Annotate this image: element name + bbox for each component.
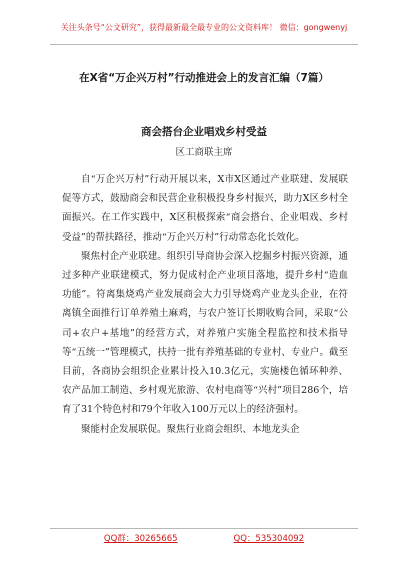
footer-divider <box>50 528 358 529</box>
footer-qq-group: QQ群：30265665 <box>103 534 178 544</box>
author-line: 区工商联主席 <box>175 147 233 158</box>
header-divider <box>50 44 358 45</box>
section-title: 商会搭台企业唱戏乡村受益 <box>141 126 267 138</box>
paragraph-1: 自“万企兴万村”行动开展以来，X市X区通过产业联建、发展联促等方式，鼓励商会和民营企业积极投身乡村振兴，助力X区乡村全面振兴。在工作实践中，X区积极探索“商会搭台、企业唱戏、乡村受益”的帮扶路径，推动“万企兴万村”行动常态化长效化。 <box>62 174 348 243</box>
header-banner: 关注头条号“公文研究”，获得最新最全最专业的公文资料库！ 微信：gongwenyj <box>60 23 348 32</box>
footer <box>0 532 408 544</box>
body-text <box>62 170 348 439</box>
paragraph-2: 聚焦村企产业联建。组织引导商协会深入挖掘乡村振兴资源，通过多种产业联建模式，努力促成村企产业项目落地，提升乡村“造血功能”。符离集烧鸡产业发展商会大力引导烧鸡产业龙头企业，在符离镇全面推行订单养殖土麻鸡，与农户签订长期收购合同，采取“公司+农户+基地”的经营方式，对养殖户实施全程监控和技术指导等“五统一”管理模式，扶持一批有养殖基础的专业村、专业户。截至目前，各商协会组织企业累计投入10.3亿元，实施楼色循环种养、农产品加工制造、乡村观光旅游、农村电商等“兴村”项目286个，培育了31个特色村和79个年收入100万元以上的经济强村。 <box>62 250 348 416</box>
paragraph-3: 聚能村企发展联促。聚焦行业商会组织、本地龙头企 <box>81 423 300 435</box>
document-title: 在X省“万企兴万村”行动推进会上的发言汇编（7篇） <box>79 72 329 84</box>
footer-qq: QQ：535304092 <box>233 534 305 544</box>
